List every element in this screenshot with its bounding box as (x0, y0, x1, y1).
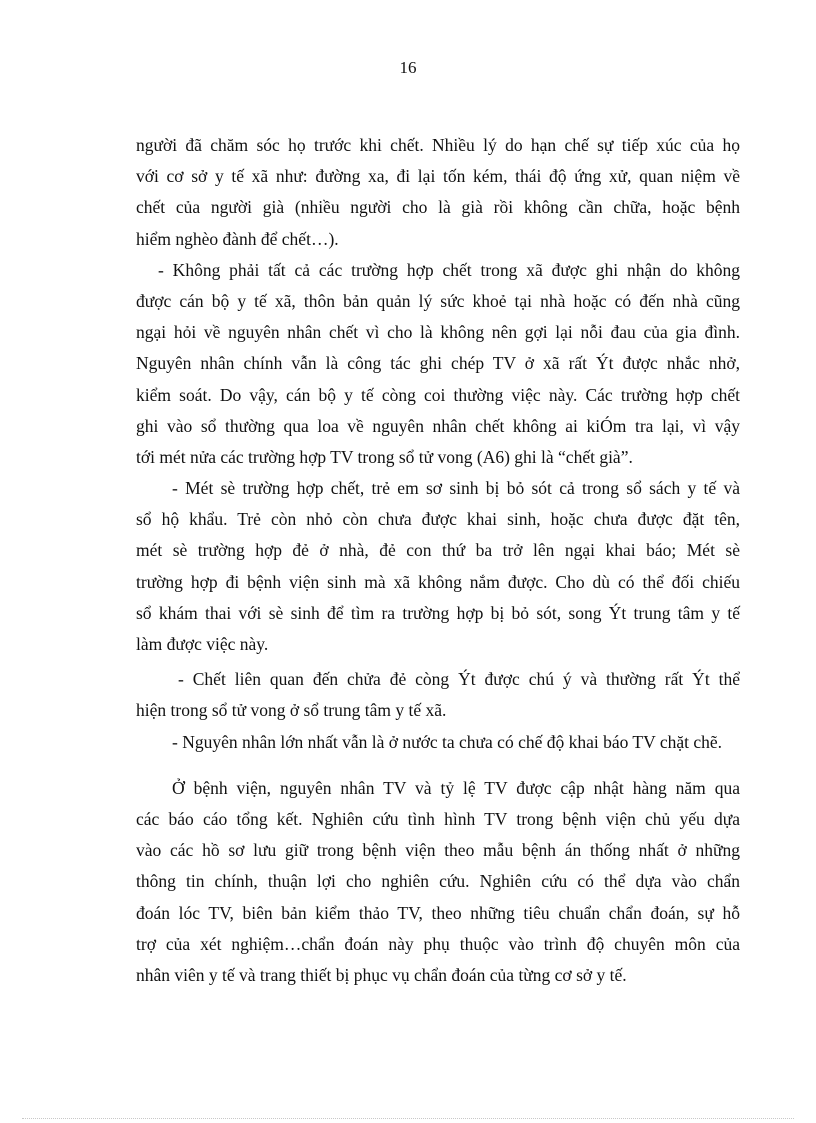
text-line: - Chết liên quan đến chửa đẻ còng Ýt được chú ý và thường rất Ýt thể (178, 669, 740, 690)
text-line: ngại hỏi về nguyên nhân chết vì cho là không nên gợi lại nỗi đau của gia đình. (136, 322, 740, 343)
text-line: ghi vào sổ thường qua loa về nguyên nhân chết không ai kiÓm tra lại, vì vậy (136, 415, 740, 436)
text-line: các báo cáo tổng kết. Nghiên cứu tình hình TV trong bệnh viện chủ yếu dựa (136, 808, 740, 829)
text-line: - Mét sè trường hợp chết, trẻ em sơ sinh bị bỏ sót cả trong sổ sách y tế và (172, 478, 740, 499)
text-line: vào các hồ sơ lưu giữ trong bệnh viện theo mẫu bệnh án thống nhất ở những (136, 840, 740, 861)
text-line: làm được việc này. (136, 634, 269, 654)
text-line: hiện trong sổ tử vong ở sổ trung tâm y tế xã. (136, 700, 447, 721)
text-line: chết của người già (nhiều người cho là già rồi không cần chữa, hoặc bệnh (136, 197, 740, 218)
text-line: kiểm soát. Do vậy, cán bộ y tế còng coi thường việc này. Các trường hợp chết (136, 384, 740, 405)
text-line: Nguyên nhân chính vẫn là công tác ghi chép TV ở xã rất Ýt được nhắc nhở, (136, 353, 740, 374)
text-line: trường hợp đi bệnh viện sinh mà xã không nắm được. Cho dù có thể đối chiếu (136, 571, 740, 592)
text-line: Ở bệnh viện, nguyên nhân TV và tỷ lệ TV được cập nhật hàng năm qua (172, 777, 740, 798)
text-line: hiểm nghèo đành để chết…). (136, 228, 339, 249)
text-line: nhân viên y tế và trang thiết bị phục vụ chẩn đoán của từng cơ sở y tế. (136, 964, 627, 985)
text-line: tới mét nửa các trường hợp TV trong sổ tử vong (A6) ghi là “chết già”. (136, 446, 633, 467)
text-line: đoán lóc TV, biên bản kiểm thảo TV, theo những tiêu chuẩn chẩn đoán, sự hỗ (136, 902, 740, 923)
page-number: 16 (399, 58, 417, 77)
text-line: với cơ sở y tế xã như: đường xa, đi lại tốn kém, thái độ ứng xử, quan niệm về (136, 166, 740, 187)
text-line: được cán bộ y tế xã, thôn bản quản lý sức khoẻ tại nhà hoặc có đến nhà cũng (136, 290, 740, 311)
text-line: thông tin chính, thuận lợi cho nghiên cứu. Nghiên cứu có thể dựa vào chẩn (136, 871, 740, 892)
text-line: trợ của xét nghiệm…chẩn đoán này phụ thuộc vào trình độ chuyên môn của (136, 933, 740, 954)
text-line: người đã chăm sóc họ trước khi chết. Nhiều lý do hạn chế sự tiếp xúc của họ (136, 135, 740, 155)
text-line: - Nguyên nhân lớn nhất vẫn là ở nước ta chưa có chế độ khai báo TV chặt chẽ. (172, 731, 723, 752)
document-body (136, 130, 740, 991)
text-line: sổ hộ khẩu. Trẻ còn nhỏ còn chưa được khai sinh, hoặc chưa được đặt tên, (136, 509, 740, 530)
text-line: - Không phải tất cả các trường hợp chết trong xã được ghi nhận do không (158, 259, 740, 280)
text-line: sổ khám thai với sè sinh để tìm ra trường hợp bị bỏ sót, song Ýt trung tâm y tế (136, 602, 740, 623)
text-line: mét sè trường hợp đẻ ở nhà, đẻ con thứ ba trở lên ngại khai báo; Mét sè (136, 540, 740, 561)
page-bottom-divider (22, 1118, 794, 1119)
